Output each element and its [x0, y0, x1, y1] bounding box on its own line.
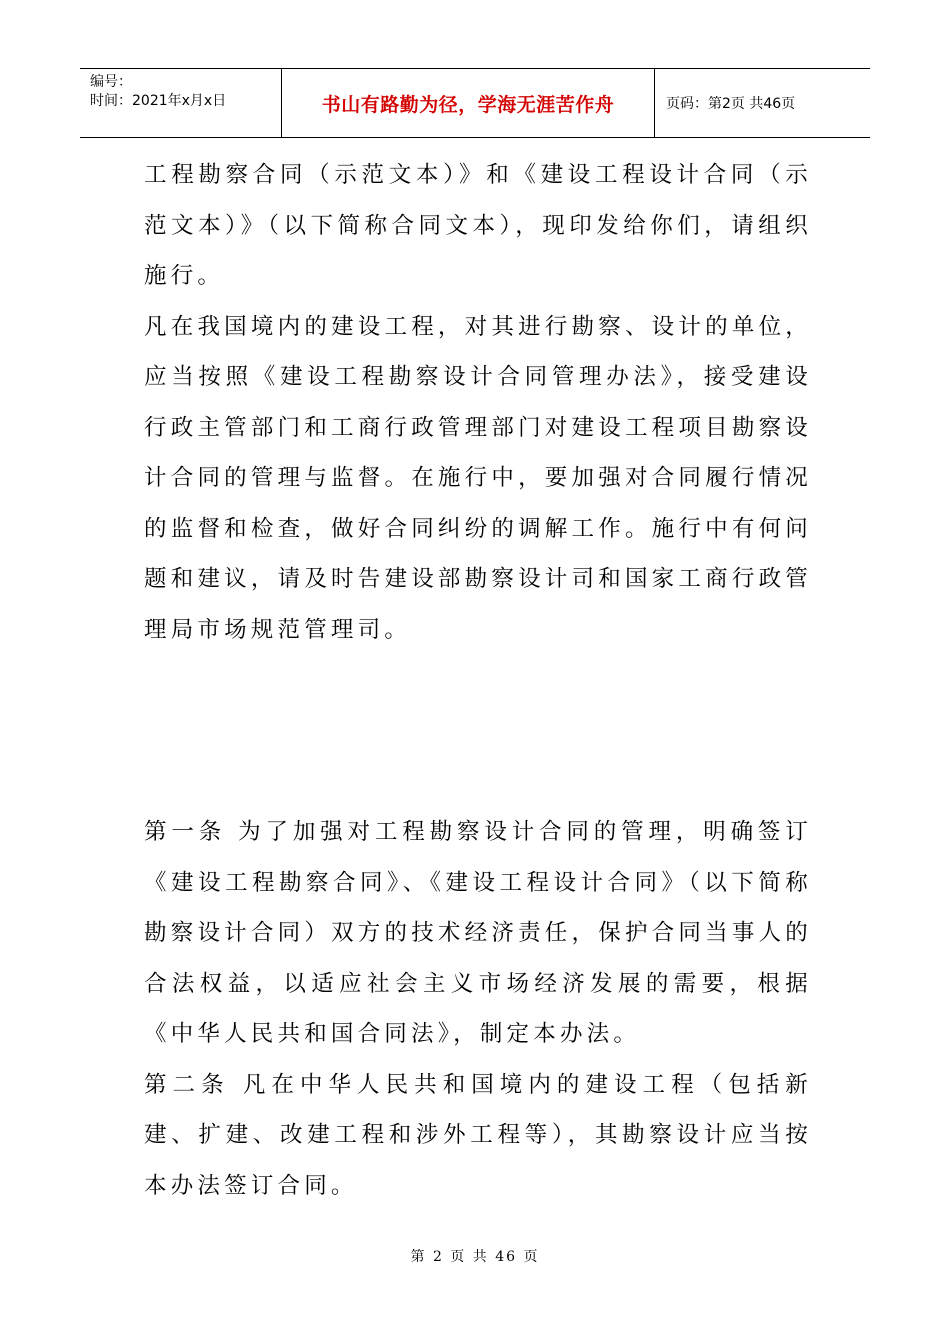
- header-page-cell: [666, 69, 870, 137]
- serial-number-label: 编号：: [90, 74, 132, 90]
- header-motto-cell: [282, 69, 655, 137]
- paragraph-notice-instructions: 凡在我国境内的建设工程，对其进行勘察、设计的单位，应当按照《建设工程勘察设计合同管理办法》，接受建设行政主管部门和工商行政管理部门对建设工程项目勘察设计合同的管理与监督。在施行中，要加强对合同履行情况的监督和检查，做好合同纠纷的调解工作。施行中有何问题和建议，请及时告建设部勘察设计司和国家工商行政管理局市场规范管理司。: [144, 313, 812, 643]
- header-meta-cell: [80, 69, 282, 137]
- date-label: 时间：2021年x月x日: [90, 93, 227, 109]
- paragraph-article-1: 第一条 为了加强对工程勘察设计合同的管理，明确签订《建设工程勘察合同》、《建设工程设计合同》（以下简称勘察设计合同）双方的技术经济责任，保护合同当事人的合法权益，以适应社会主义市场经济发展的需要，根据《中华人民共和国合同法》，制定本办法。: [144, 819, 812, 1047]
- document-body: [144, 150, 812, 1211]
- paragraph-article-2: 第二条 凡在中华人民共和国境内的建设工程（包括新建、扩建、改建工程和涉外工程等），其勘察设计应当按本办法签订合同。: [144, 1071, 812, 1199]
- section-gap: [144, 655, 812, 807]
- page-header: [80, 68, 870, 138]
- page-footer: 第 2 页 共 46 页: [410, 1249, 540, 1265]
- motto-text: 书山有路勤为径，学海无涯苦作舟: [321, 93, 615, 116]
- page-info: 页码：第2页 共46页: [666, 96, 796, 112]
- paragraph-notice-continuation: 工程勘察合同（示范文本）》和《建设工程设计合同（示范文本）》（以下简称合同文本），现印发给你们，请组织施行。: [144, 162, 812, 289]
